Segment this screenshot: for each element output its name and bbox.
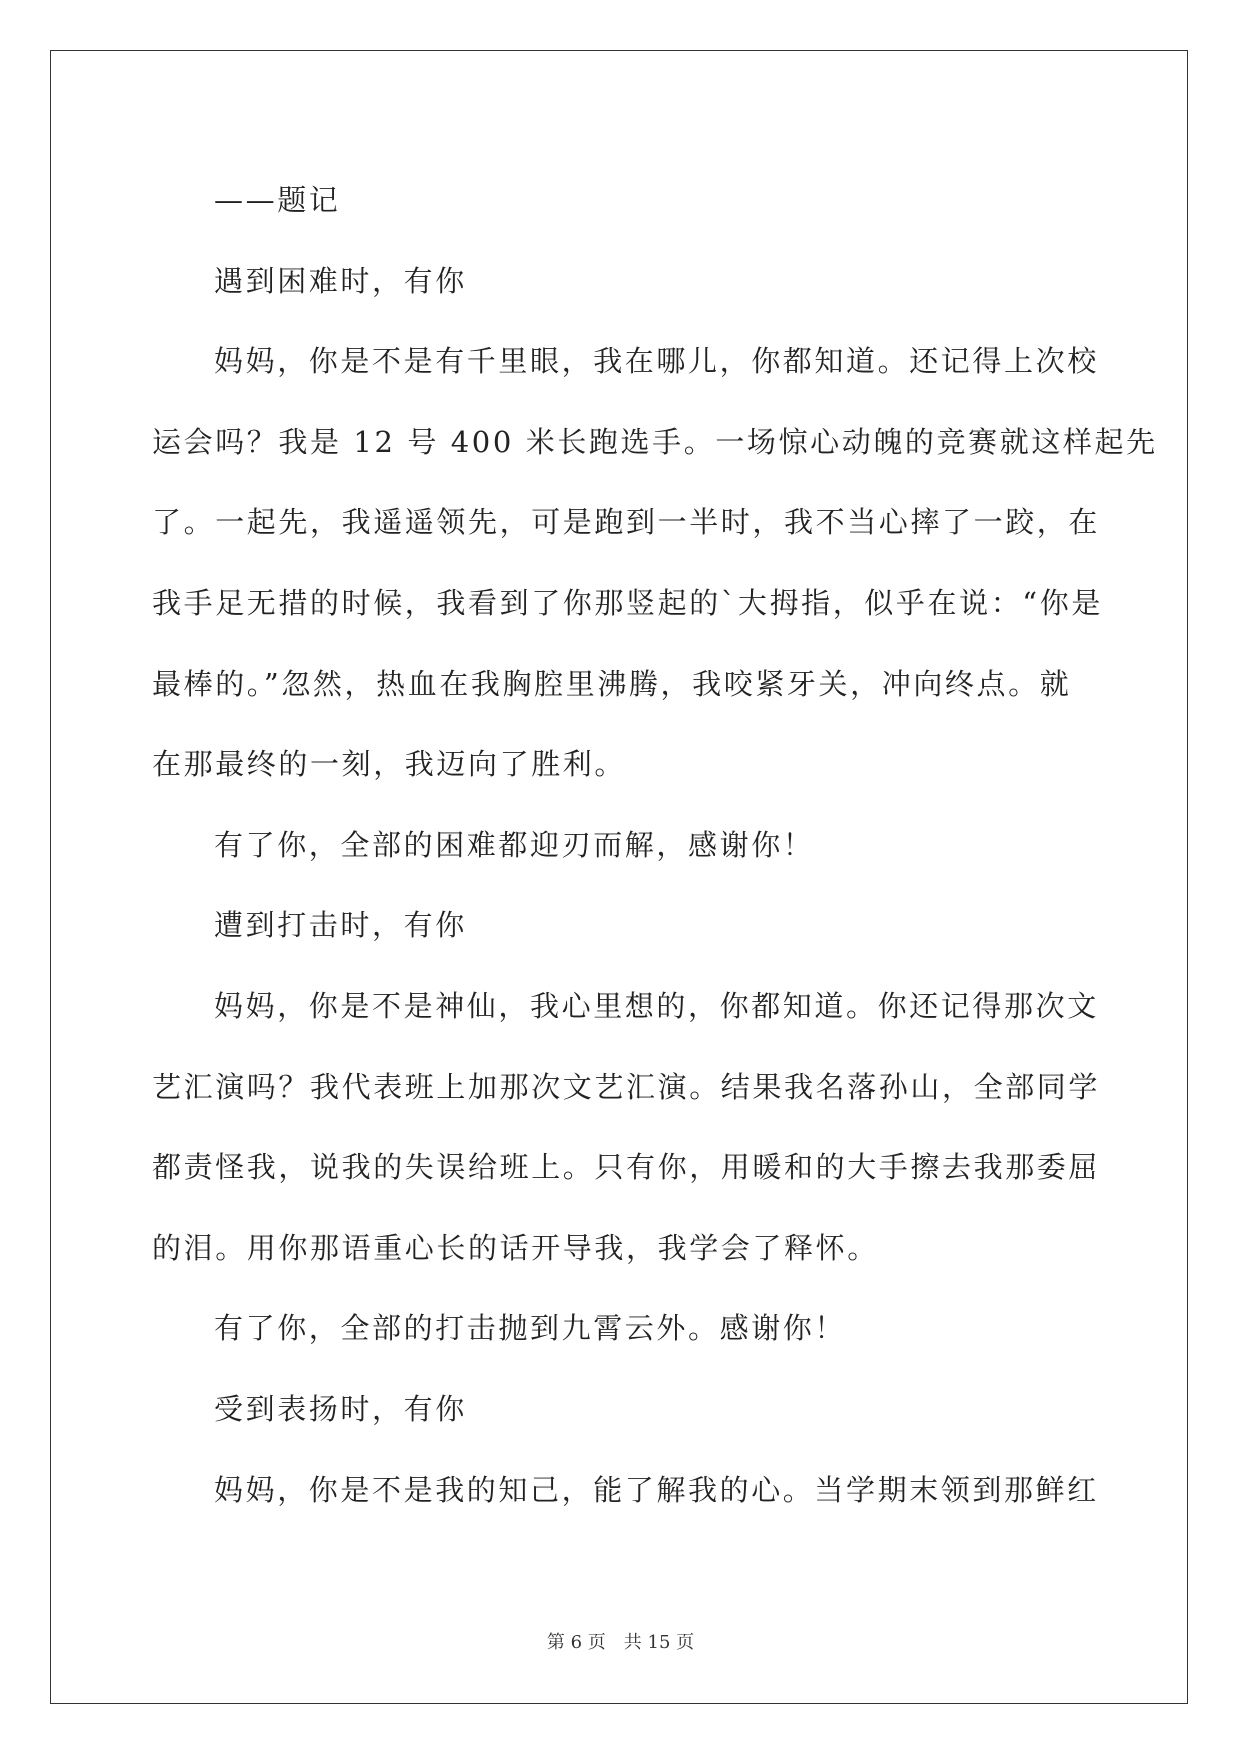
paragraph-line: 妈妈，你是不是神仙，我心里想的，你都知道。你还记得那次文 — [214, 988, 1099, 1023]
paragraph-line: 妈妈，你是不是有千里眼，我在哪儿，你都知道。还记得上次校 — [214, 344, 1099, 379]
paragraph-line: 有了你，全部的打击抛到九霄云外。感谢你！ — [214, 1311, 847, 1346]
paragraph-line: 在那最终的一刻，我迈向了胜利。 — [152, 747, 627, 782]
page-number: 第 6 页 — [546, 1632, 606, 1653]
epigraph-attribution: ——题记 — [214, 183, 341, 217]
document-body — [152, 160, 1158, 1530]
section-heading: 遇到困难时，有你 — [214, 263, 467, 298]
paragraph-line: 运会吗？我是 12 号 400 米长跑选手。一场惊心动魄的竞赛就这样起先 — [152, 424, 1158, 459]
paragraph-line: 妈妈，你是不是我的知己，能了解我的心。当学期末领到那鲜红 — [214, 1472, 1099, 1507]
page-total: 共 15 页 — [623, 1632, 695, 1653]
paragraph-line: 有了你，全部的困难都迎刃而解，感谢你！ — [214, 827, 815, 862]
paragraph-line: 都责怪我，说我的失误给班上。只有你，用暖和的大手擦去我那委屈 — [152, 1150, 1101, 1185]
page-footer — [0, 1628, 1241, 1654]
paragraph-line: 的泪。用你那语重心长的话开导我，我学会了释怀。 — [152, 1230, 879, 1265]
paragraph-line: 艺汇演吗？我代表班上加那次文艺汇演。结果我名落孙山，全部同学 — [152, 1069, 1101, 1104]
paragraph-line: 了。一起先，我遥遥领先，可是跑到一半时，我不当心摔了一跤，在 — [152, 505, 1101, 540]
section-heading: 遭到打击时，有你 — [214, 908, 467, 943]
paragraph-line: 我手足无措的时候，我看到了你那竖起的`大拇指，似乎在说：“你是 — [152, 585, 1103, 620]
section-heading: 受到表扬时，有你 — [214, 1391, 467, 1426]
paragraph-line: 最棒的。”忽然，热血在我胸腔里沸腾，我咬紧牙关，冲向终点。就 — [152, 666, 1072, 701]
